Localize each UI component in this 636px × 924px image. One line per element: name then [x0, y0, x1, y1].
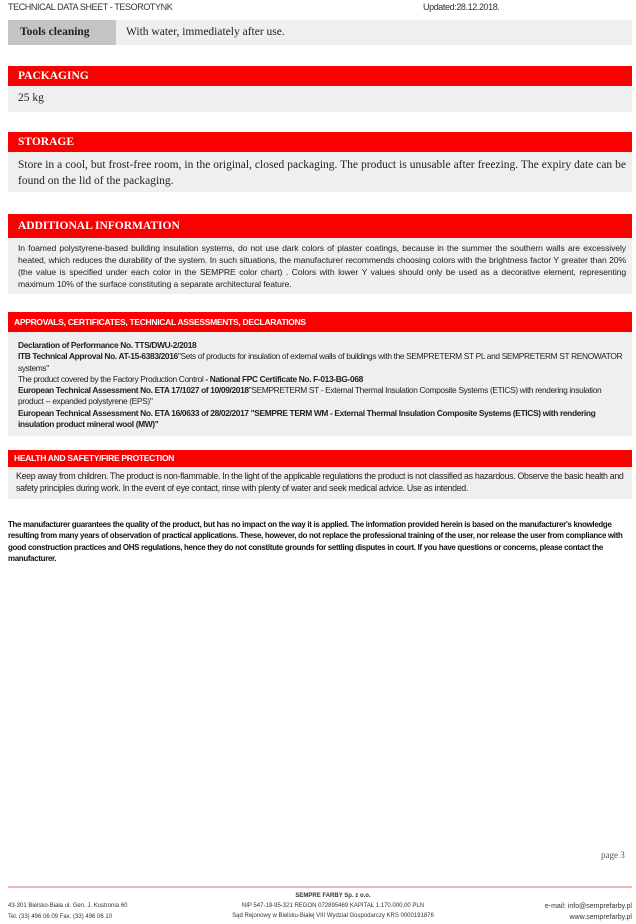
tools-cleaning-label: Tools cleaning — [8, 20, 116, 45]
storage-text: Store in a cool, but frost-free room, in the original, closed packaging. The product is unusable after freezing. The expiry date can be found on the lid of the packaging. — [8, 152, 632, 192]
document-title: TECHNICAL DATA SHEET - TESOROTYNK — [8, 2, 173, 12]
tools-cleaning-row — [8, 20, 632, 45]
packaging-text: 25 kg — [8, 86, 632, 112]
approval-item — [18, 340, 626, 351]
footer-online — [545, 901, 632, 923]
approval-item-bold: - National FPC Certificate No. F-013-BG-068 — [203, 373, 363, 384]
document-header — [8, 0, 628, 14]
approval-item — [18, 351, 626, 374]
approval-item-text: "Sets of products for insulation of external walls of buildings with the SEMPRETERM ST PL and SEMPRETERM ST RENOWATOR systems" — [18, 351, 623, 373]
health-safety-heading: HEALTH AND SAFETY/FIRE PROTECTION — [8, 450, 632, 467]
footer-address: 43-301 Bielsko-Biała ul. Gen. J. Kustronia 60 — [8, 903, 128, 909]
additional-information-heading: ADDITIONAL INFORMATION — [8, 214, 632, 238]
additional-information-text: In foamed polystyrene-based building insulation systems, do not use dark colors of plaster coatings, because in the summer the southern walls are excessively heated, which reduces the durability of the system. In such situations, the manufacturer recommends choosing colors with the brightness factor Y greater than 20% (the value is specified under each color in the SEMPRE color chart) . Colors with lower Y values should only be used as a decorative element, representing maximum 10% of the surface constituting a separate architectural feature. — [8, 238, 632, 294]
tools-cleaning-value: With water, immediately after use. — [126, 26, 285, 38]
updated-date: Updated:28.12.2018. — [423, 2, 500, 12]
footer-divider — [8, 886, 632, 888]
approval-item — [18, 374, 626, 385]
footer-website[interactable]: www.semprefarby.pl — [569, 914, 632, 921]
approval-item-text: The product covered by the Factory Production Control — [18, 373, 204, 384]
footer-company-name: SEMPRE FARBY Sp. z o.o. — [295, 893, 371, 899]
health-safety-text: Keep away from children. The product is non-flammable. In the light of the applicable regulations the product is not classified as hazardous. Observe the basic health and safety principles during work. In the event of eye contact, rinse with plenty of water and seek medical advice. Use as intended. — [8, 467, 632, 499]
approval-item — [18, 385, 626, 408]
manufacturer-disclaimer: The manufacturer guarantees the quality of the product, but has no impact on the way it is applied. The information provided herein is based on the manufacturer's knowledge resulting from many years of observation of practical applications. These, however, do not replace the professional training of the user, nor release the user from compliance with good construction practices and OHS regulations, hence they do not constitute grounds for settling disputes in court. If you have questions or concerns, please contact the manufacturer. — [8, 520, 623, 563]
approval-item-text: "SEMPRETERM ST - External Thermal Insulation Composite Systems (ETICS) with rendering insulation product -- expanded polystyrene (EPS)" — [18, 385, 602, 407]
page-number: page 3 — [601, 850, 625, 860]
approval-item-bold: Declaration of Performance No. TTS/DWU-2/2018 — [18, 340, 197, 350]
approval-item-bold: ITB Technical Approval No. AT-15-6383/2016 — [18, 351, 178, 362]
approval-item-bold: European Technical Assessment No. ETA 17/1027 of 10/09/2018 — [18, 385, 249, 396]
storage-heading: STORAGE — [8, 132, 632, 152]
footer-email[interactable]: e-mail: info@semprefarby.pl — [544, 903, 632, 910]
footer-registration: NIP 547-19-95-321 REGON 072895469 KAPITAŁ 1.170.000,00 PLN — [241, 903, 425, 909]
approval-item — [18, 408, 626, 431]
approvals-list — [8, 332, 632, 436]
approval-item-bold: European Technical Assessment No. ETA 16/0633 of 28/02/2017 "SEMPRE TERM WM - External Thermal Insulation Composite Systems (ETICS) with rendering insulation product mineral wool (MW)" — [18, 407, 596, 430]
packaging-heading: PACKAGING — [8, 66, 632, 86]
footer-court: Sąd Rejonowy w Bielsku-Białej VIII Wydział Gospodarczy KRS 0000191876 — [232, 913, 434, 919]
approvals-heading: APPROVALS, CERTIFICATES, TECHNICAL ASSESSMENTS, DECLARATIONS — [8, 312, 632, 332]
footer-contact — [8, 901, 127, 923]
footer-company-info — [208, 891, 458, 921]
footer-phone: Tel. (33) 496 06 09 Fax. (33) 496 06 10 — [8, 914, 113, 920]
